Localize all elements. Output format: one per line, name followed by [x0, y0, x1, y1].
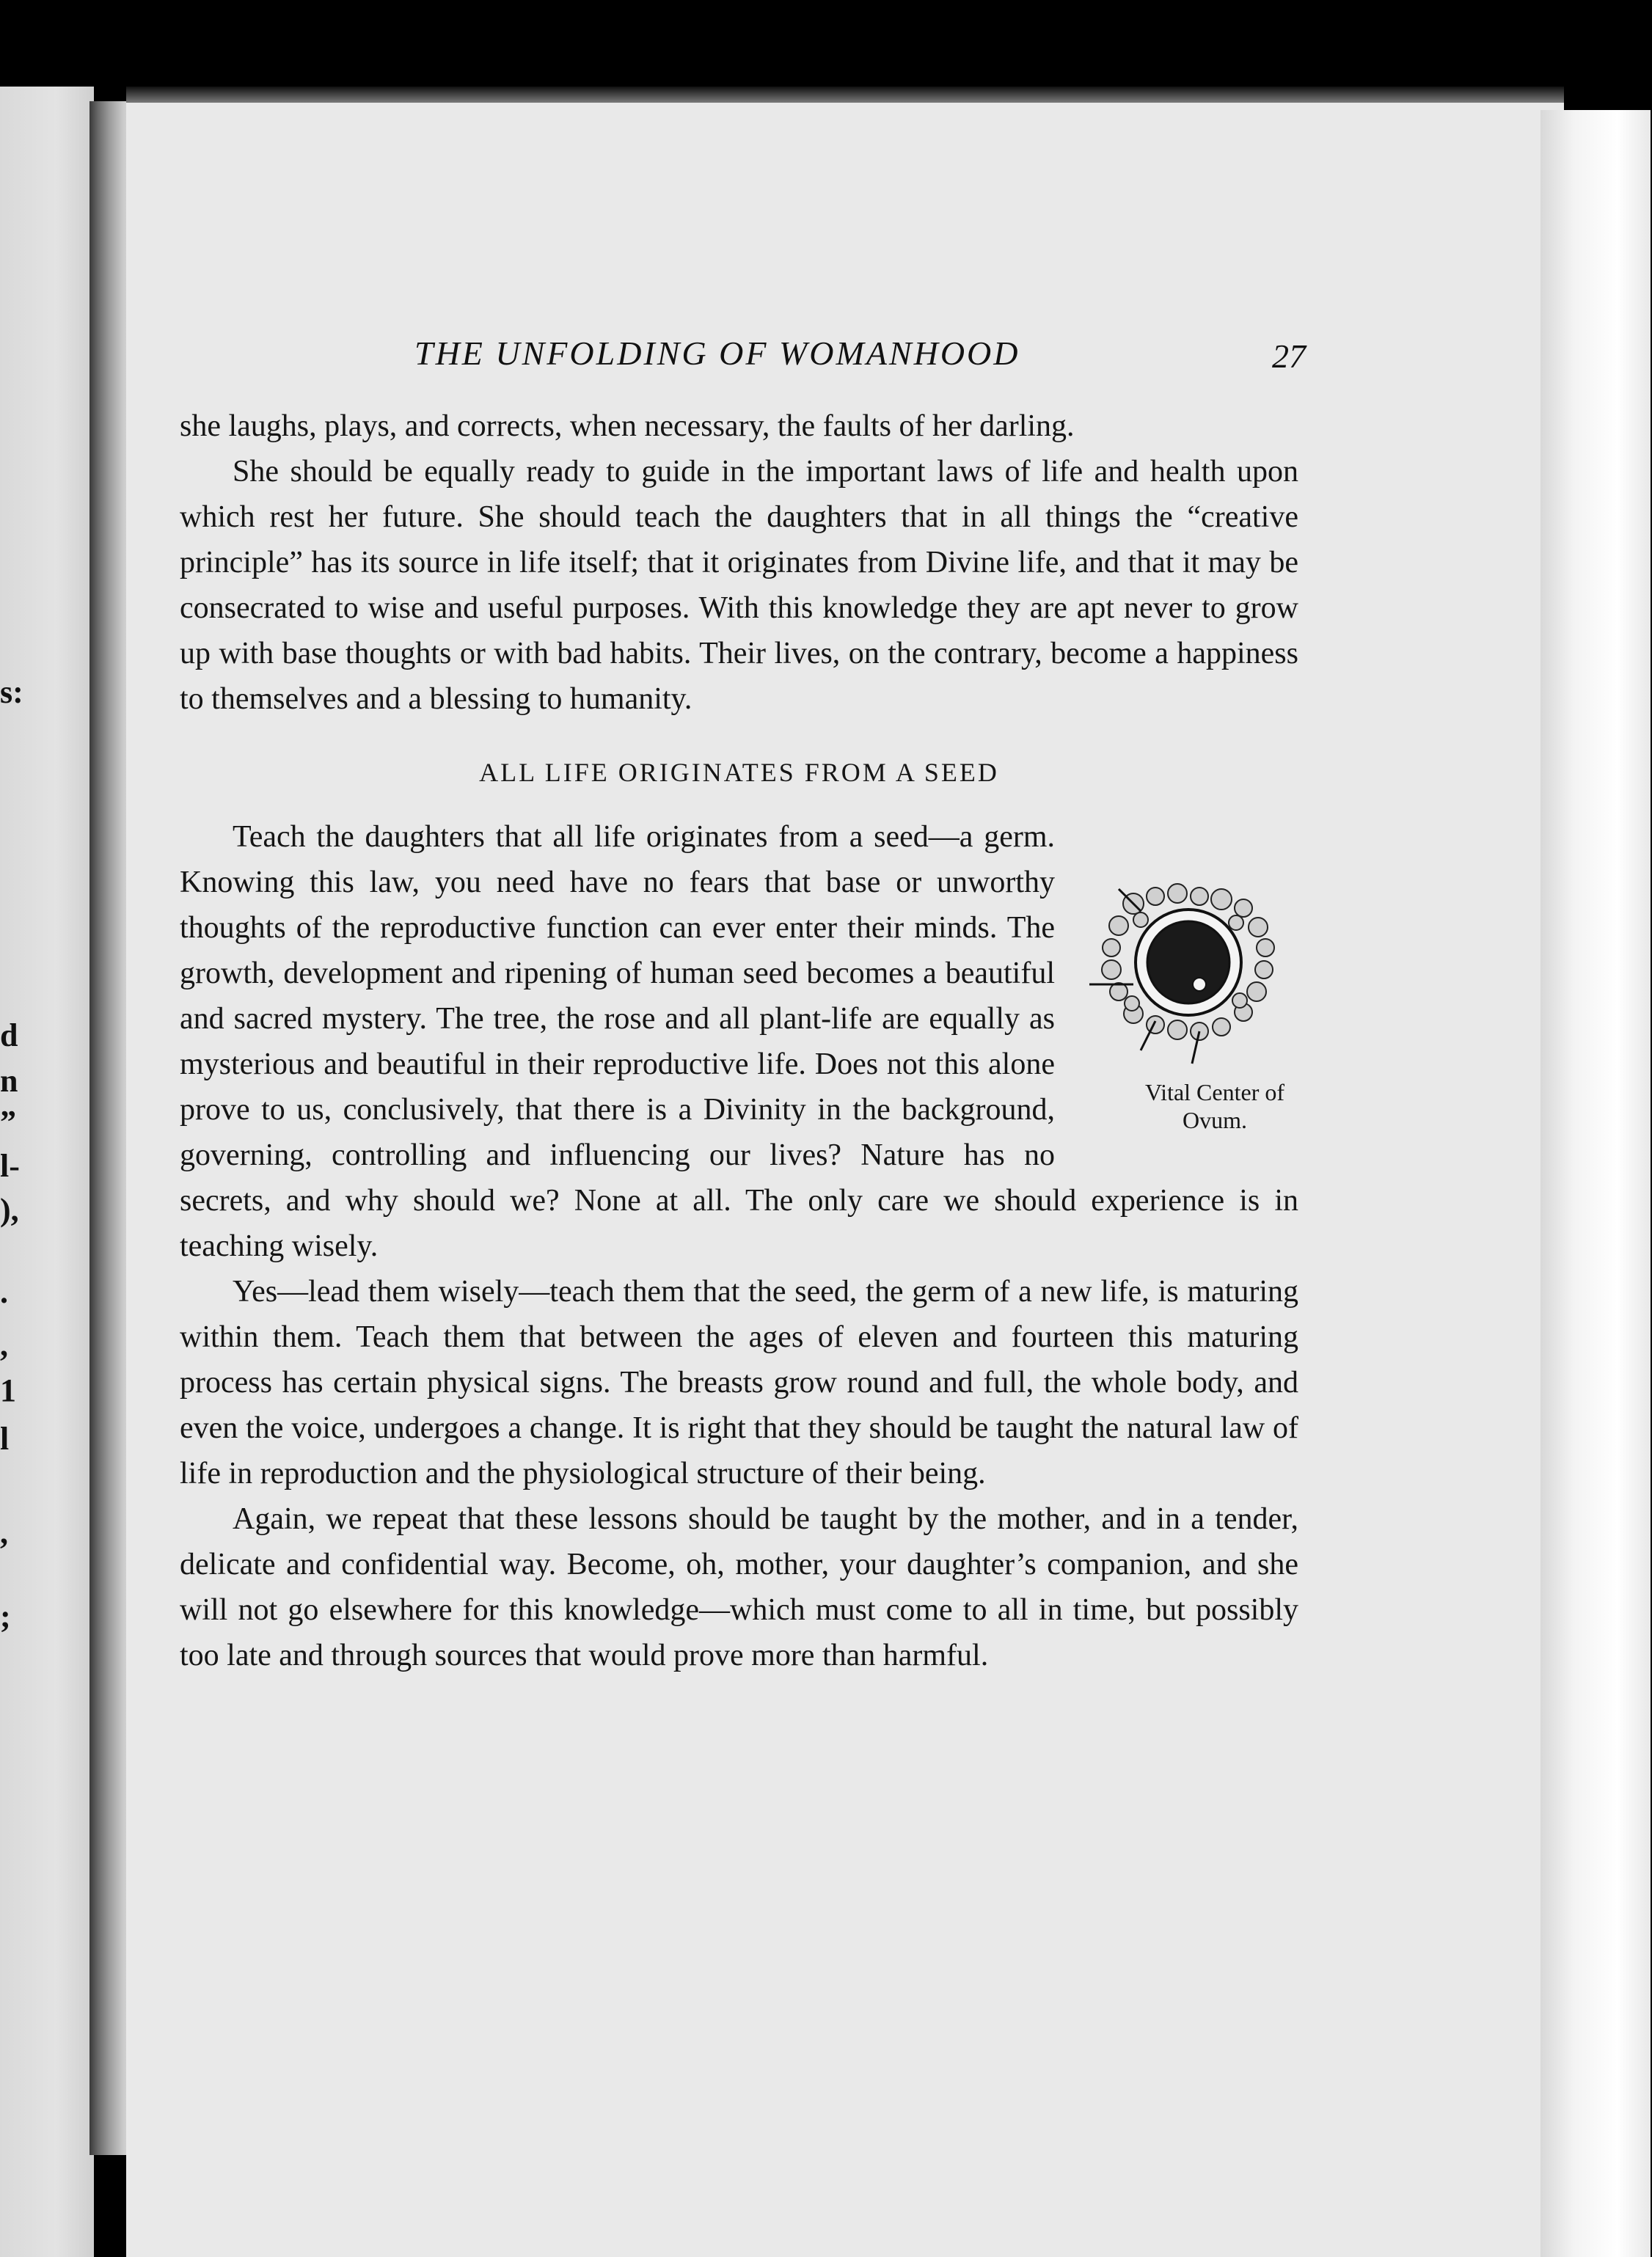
- left-page-fragment: d: [0, 1017, 18, 1053]
- left-page-fragment: ”: [0, 1104, 16, 1140]
- left-page-fragment: .: [0, 1274, 8, 1310]
- running-head: THE UNFOLDING OF WOMANHOOD: [414, 334, 1020, 372]
- left-page-fragment: n: [0, 1063, 18, 1099]
- page-fore-edge: [1540, 110, 1651, 2257]
- ovum-figure: [1078, 874, 1298, 1134]
- left-page-fragment: s:: [0, 674, 23, 710]
- ovum-illustration: [1089, 874, 1287, 1072]
- left-page-fragment: ,: [0, 1327, 8, 1363]
- section-heading: ALL LIFE ORIGINATES FROM A SEED: [479, 758, 999, 787]
- body-text: [180, 403, 1298, 1678]
- page-number: 27: [1272, 337, 1306, 375]
- left-page-fragment: l-: [0, 1148, 20, 1184]
- left-page-fragment: ,: [0, 1515, 8, 1551]
- left-page-fragment: ),: [0, 1192, 19, 1228]
- figure-caption-line2: Ovum.: [1183, 1107, 1247, 1133]
- paragraph-with-figure: [180, 814, 1298, 1269]
- paragraph-text: Teach the daughters that all life originates from a seed—a germ. Knowing this law, you need have no fears that base or unworthy thoughts of the reproductive function can ever enter their minds. The growth, development and ripening of human seed becomes a beautiful and sacred mystery. The tree, the rose and all plant-life are equally as mysterious and beautiful in their reproductive life. Does not this alone prove to us, conclusively, that there is a Divinity in the background, governing, controlling and influencing our lives? Nature has no secrets, and why should we? None at all. The only care we should experience is in teaching wisely.: [180, 820, 1298, 1263]
- left-page-fragment: l: [0, 1421, 10, 1457]
- left-page-fragment: 1: [0, 1372, 16, 1408]
- left-page-fragment: ;: [0, 1598, 11, 1634]
- page-header: [180, 334, 1306, 378]
- paragraph: Again, we repeat that these lessons should be taught by the mother, and in a tender, delicate and confidential way. Become, oh, mother, your daughter’s companion, and she will not go elsewhere for this knowledge—which must come to all in time, but possibly too late and through sources that would prove more than harmful.: [180, 1502, 1298, 1672]
- left-page-edge: [0, 87, 94, 2257]
- paragraph: She should be equally ready to guide in the important laws of life and health upon which rest her future. She should teach the daughters that in all things the “creative principle” has its source in life itself; that it originates from Divine life, and that it may be consecrated to wise and useful purposes. With this knowledge they are apt never to grow up with base thoughts or with bad habits. Their lives, on the contrary, become a happiness to themselves and a blessing to humanity.: [180, 455, 1298, 716]
- paragraph-continuation: she laughs, plays, and corrects, when necessary, the faults of her darling.: [180, 409, 1075, 443]
- paragraph: Yes—lead them wisely—teach them that the seed, the germ of a new life, is maturing within them. Teach them that between the ages of eleven and fourteen this maturing process has certain physical signs. The breasts grow round and full, the whole body, and even the voice, undergoes a change. It is right that they should be taught the natural law of life in reproduction and the physiological structure of their being.: [180, 1275, 1298, 1490]
- figure-caption-line1: Vital Center of: [1144, 1079, 1284, 1105]
